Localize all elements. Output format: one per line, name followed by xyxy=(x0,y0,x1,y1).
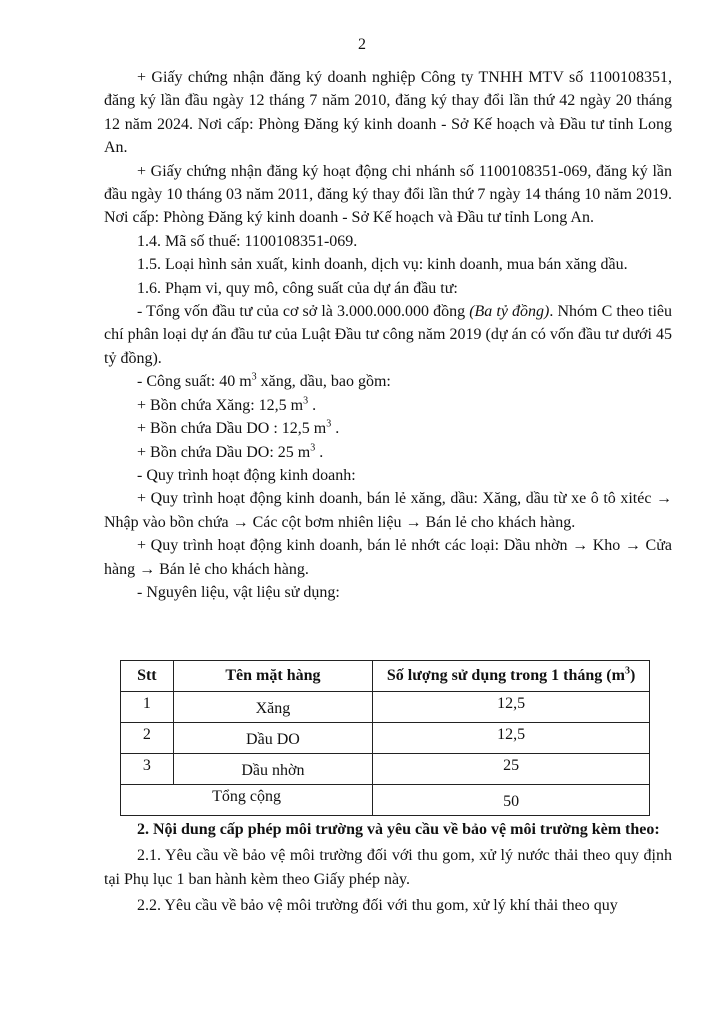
row-stt-value: 3 xyxy=(142,757,151,774)
paragraph-business-type: 1.5. Loại hình sản xuất, kinh doanh, dịch vụ: kinh doanh, mua bán xăng dầu. xyxy=(137,256,628,274)
paragraph-business-registration: + Giấy chứng nhận đăng ký doanh nghiệp Công ty TNHH MTV số 1100108351, đăng ký lần đầu ngày 12 tháng 7 năm 2010, đăng ký thay đổi lần thứ 42 ngày 20 tháng 12 năm 2024. Nơi cấp: Phòng Đăng ký kinh doanh - Sở Kế hoạch và Đầu tư tỉnh Long An. xyxy=(104,69,672,157)
row-stt-value: 2 xyxy=(142,726,151,743)
tank-diesel-1-text: + Bồn chứa Dầu DO : 12,5 m xyxy=(137,420,327,438)
tank-gasoline-end: . xyxy=(308,396,317,414)
row-quantity-value: 12,5 xyxy=(497,695,526,712)
paragraph-tank-gasoline xyxy=(104,394,672,417)
document-body xyxy=(104,66,672,604)
paragraph-tax-code: 1.4. Mã số thuế: 1100108351-069. xyxy=(137,232,358,250)
paragraph-scope: 1.6. Phạm vi, quy mô, công suất của dự án đầu tư: xyxy=(137,279,458,297)
row-quantity xyxy=(373,723,650,754)
capacity-text: - Công suất: 40 m xyxy=(137,373,252,391)
total-label-text: Tổng cộng xyxy=(212,788,282,805)
header-quantity-text: Số lượng sử dụng trong 1 tháng (m xyxy=(386,667,625,684)
row-item-name-value: Dầu nhờn xyxy=(241,762,305,779)
section-2-2-paragraph: 2.2. Yêu cầu về bảo vệ môi trường đối với thu gom, xử lý khí thải theo quy xyxy=(137,897,618,915)
header-quantity-sup: 3 xyxy=(624,665,630,677)
investment-rest: . Nhóm C theo tiêu chí phân loại dự án đầu tư của Luật Đầu tư công năm 2019 (dự án có vốn đầu tư dưới 45 tỷ đồng). xyxy=(104,303,673,367)
paragraph-process-fuel: + Quy trình hoạt động kinh doanh, bán lẻ xăng, dầu: Xăng, dầu từ xe ô tô xitéc → Nhập vào bồn chứa → Các cột bơm nhiên liệu → Bán lẻ cho khách hàng. xyxy=(104,490,672,531)
row-quantity-value: 25 xyxy=(503,757,520,774)
table-row xyxy=(121,723,650,754)
table-header-row xyxy=(121,661,650,692)
header-stt: Stt xyxy=(121,661,174,692)
tank-diesel-2-end: . xyxy=(315,443,324,461)
table-total-row xyxy=(121,785,650,816)
row-item-name-value: Dầu DO xyxy=(246,731,300,748)
row-stt-value: 1 xyxy=(142,695,151,712)
tank-gasoline-text: + Bồn chứa Xăng: 12,5 m xyxy=(137,396,304,414)
row-item-name-value: Xăng xyxy=(255,700,291,717)
tank-gasoline-sup: 3 xyxy=(303,395,309,407)
paragraph-capacity xyxy=(104,370,672,393)
total-label xyxy=(121,785,373,816)
paragraph-tank-diesel-2 xyxy=(104,441,672,464)
row-item-name xyxy=(173,754,372,785)
table-row xyxy=(121,754,650,785)
section-2-1-paragraph: 2.1. Yêu cầu về bảo vệ môi trường đối với thu gom, xử lý nước thải theo quy định tại Phụ lục 1 ban hành kèm theo Giấy phép này. xyxy=(104,847,672,888)
header-item-name: Tên mặt hàng xyxy=(173,661,372,692)
total-value xyxy=(373,785,650,816)
materials-table xyxy=(120,660,650,816)
header-quantity-end: ) xyxy=(629,667,636,684)
row-stt xyxy=(121,723,174,754)
row-quantity xyxy=(373,754,650,785)
row-quantity-value: 12,5 xyxy=(497,726,526,743)
capacity-unit-sup: 3 xyxy=(251,371,257,383)
paragraph-investment xyxy=(104,300,672,370)
row-stt xyxy=(121,692,174,723)
section-2-heading: 2. Nội dung cấp phép môi trường và yêu cầu về bảo vệ môi trường kèm theo: xyxy=(137,821,660,838)
section-2 xyxy=(104,818,672,921)
investment-words: (Ba tỷ đồng) xyxy=(469,303,550,321)
tank-diesel-1-sup: 3 xyxy=(326,418,332,430)
header-quantity xyxy=(373,661,650,692)
total-value-text: 50 xyxy=(503,793,520,810)
paragraph-branch-registration: + Giấy chứng nhận đăng ký hoạt động chi nhánh số 1100108351-069, đăng ký lần đầu ngày 10 tháng 03 năm 2011, đăng ký thay đổi lần thứ 7 ngày 14 tháng 10 năm 2019. Nơi cấp: Phòng Đăng ký kinh doanh - Sở Kế hoạch và Đầu tư tỉnh Long An. xyxy=(104,162,672,227)
paragraph-tank-diesel-1 xyxy=(104,417,672,440)
tank-diesel-1-end: . xyxy=(331,420,340,438)
row-item-name xyxy=(173,692,372,723)
capacity-rest: xăng, dầu, bao gồm: xyxy=(256,373,391,391)
investment-text: - Tổng vốn đầu tư của cơ sở là 3.000.000.000 đồng xyxy=(137,303,470,321)
page-number: 2 xyxy=(358,36,366,53)
row-stt xyxy=(121,754,174,785)
row-item-name xyxy=(173,723,372,754)
paragraph-process-heading: - Quy trình hoạt động kinh doanh: xyxy=(137,466,356,484)
tank-diesel-2-text: + Bồn chứa Dầu DO: 25 m xyxy=(137,443,311,461)
tank-diesel-2-sup: 3 xyxy=(310,442,316,454)
paragraph-materials-heading: - Nguyên liệu, vật liệu sử dụng: xyxy=(137,583,340,601)
table-row xyxy=(121,692,650,723)
paragraph-process-oil: + Quy trình hoạt động kinh doanh, bán lẻ nhớt các loại: Dầu nhờn → Kho → Cửa hàng → Bán lẻ cho khách hàng. xyxy=(104,537,672,578)
row-quantity xyxy=(373,692,650,723)
